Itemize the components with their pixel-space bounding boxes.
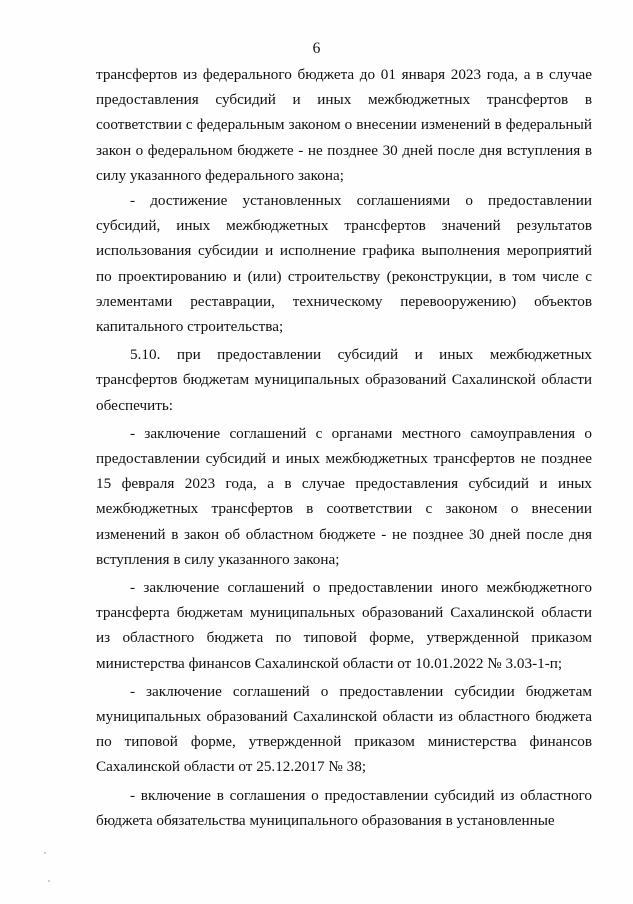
paragraph-inclusion-obligations: - включение в соглашения о предоставлении субсидий из областного бюджета обязательства муниципального образования в установленные bbox=[96, 786, 592, 829]
paragraph-agreement-other-transfer: - заключение соглашений о предоставлении иного межбюджетного трансферта бюджетам муниципальных образований Сахалинской области из областного бюджета по типовой форме, утвержденной приказом министерства финансов Сахалинской области от 10.01.2022 № 3.03-1-п; bbox=[96, 579, 592, 672]
scan-speck bbox=[48, 880, 50, 882]
paragraph-agreement-subsidy: - заключение соглашений о предоставлении субсидии бюджетам муниципальных образований Сахалинской области из областного бюджета по типовой форме, утвержденной приказом министерства финансов Сахалинской области от 25.12.2017 № 38; bbox=[96, 682, 592, 776]
document-body bbox=[96, 62, 592, 833]
paragraph-clause-5-10: 5.10. при предоставлении субсидий и иных межбюджетных трансфертов бюджетам муниципальных образований Сахалинской области обеспечить: bbox=[96, 346, 592, 414]
scan-speck bbox=[44, 852, 46, 854]
paragraph-continuation-federal-transfers: трансфертов из федерального бюджета до 01 января 2023 года, а в случае предоставления субсидий и иных межбюджетных трансфертов в соответствии с федеральным законом о внесении изменений в федеральный закон о федеральном бюджете - не позднее 30 дней после дня вступления в силу указанного федерального закона; bbox=[96, 66, 592, 184]
paragraph-achievement-results: - достижение установленных соглашениями о предоставлении субсидий, иных межбюджетных трансфертов значений результатов использования субсидии и исполнение графика выполнения мероприятий по проектированию и (или) строительству (реконструкции, в том числе с элементами реставрации, техническому перевооружению) объектов капитального строительства; bbox=[96, 192, 592, 336]
page-number: 6 bbox=[312, 40, 321, 57]
paragraph-agreements-local-government: - заключение соглашений с органами местного самоуправления о предоставлении субсидий и иных межбюджетных трансфертов не позднее 15 февраля 2023 года, а в случае предоставления субсидий и иных межбюджетных трансфертов в соответствии с законом о внесении изменений в закон об областном бюджете - не позднее 30 дней после дня вступления в силу указанного закона; bbox=[96, 424, 592, 568]
